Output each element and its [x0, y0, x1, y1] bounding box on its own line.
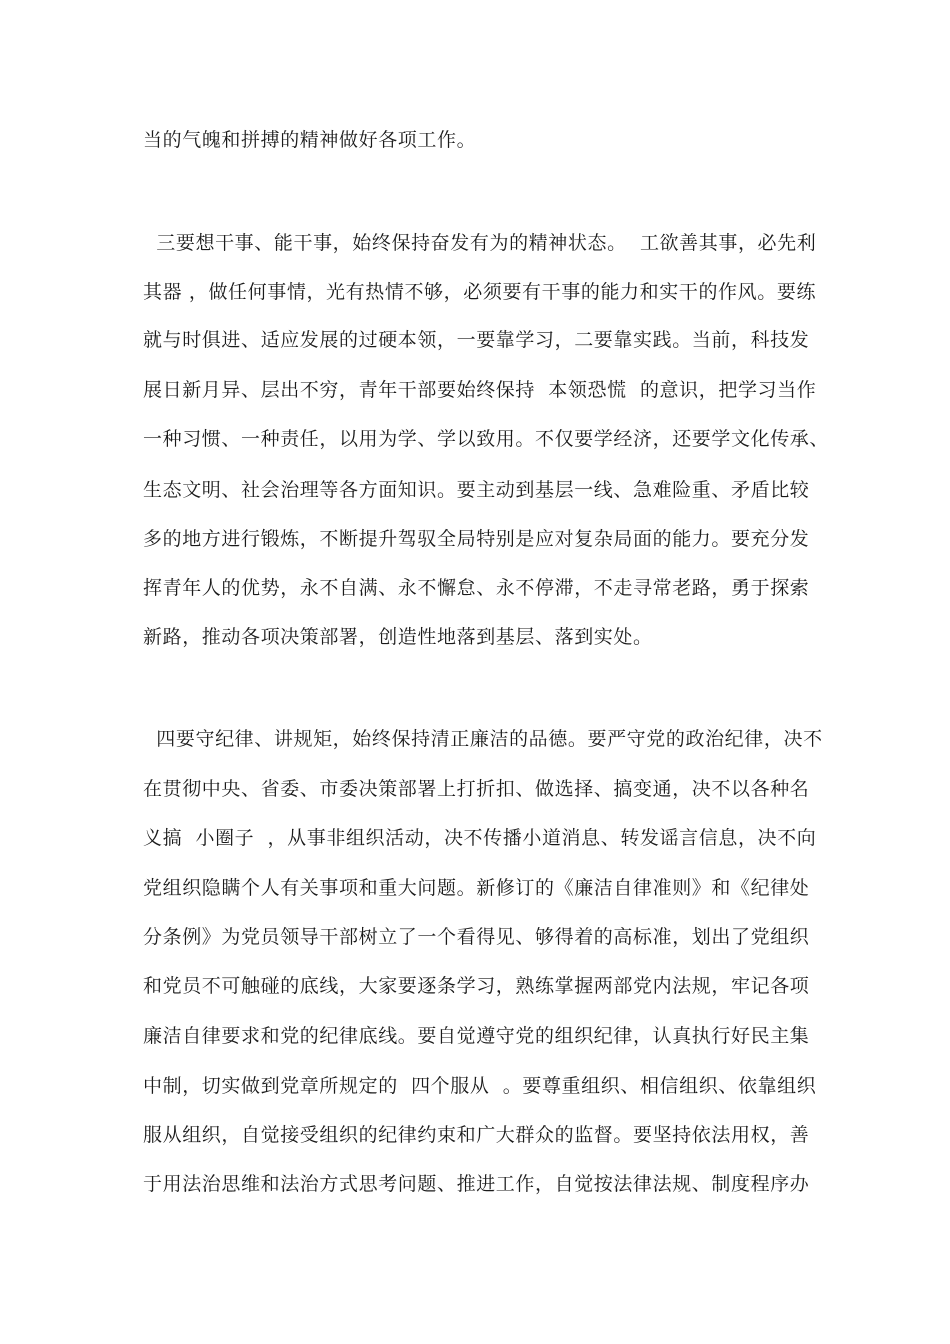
paragraph-2-line-4: 展日新月异、层出不穷，青年干部要始终保持 本领恐慌 的意识，把学习当作 — [143, 379, 817, 401]
paragraph-2-line-7: 多的地方进行锻炼，不断提升驾驭全局特别是应对复杂局面的能力。要充分发 — [143, 528, 810, 550]
paragraph-2-line-9: 新路，推动各项决策部署，创造性地落到基层、落到实处。 — [143, 626, 653, 648]
paragraph-3-line-1: 四要守纪律、讲规矩，始终保持清正廉洁的品德。要严守党的政治纪律，决不 — [143, 728, 823, 750]
paragraph-2-line-2: 其器 ，做任何事情，光有热情不够，必须要有干事的能力和实干的作风。要练 — [143, 281, 817, 303]
paragraph-3-line-9: 服从组织，自觉接受组织的纪律约束和广大群众的监督。要坚持依法用权，善 — [143, 1124, 810, 1146]
paragraph-3-line-5: 分条例》为党员领导干部树立了一个看得见、够得着的高标准，划出了党组织 — [143, 926, 810, 948]
paragraph-1-line-1: 当的气魄和拼搏的精神做好各项工作。 — [143, 129, 477, 151]
paragraph-2-line-5: 一种习惯、一种责任，以用为学、学以致用。不仅要学经济，还要学文化传承、 — [143, 428, 830, 450]
paragraph-2-line-3: 就与时俱进、适应发展的过硬本领，一要靠学习，二要靠实践。当前，科技发 — [143, 329, 810, 351]
paragraph-3-line-4: 党组织隐瞒个人有关事项和重大问题。新修订的《廉洁自律准则》和《纪律处 — [143, 877, 810, 899]
paragraph-3-line-10: 于用法治思维和法治方式思考问题、推进工作，自觉按法律法规、制度程序办 — [143, 1173, 810, 1195]
paragraph-3-line-3: 义搞 小圈子 ，从事非组织活动，决不传播小道消息、转发谣言信息，决不向 — [143, 827, 817, 849]
paragraph-2-line-6: 生态文明、社会治理等各方面知识。要主动到基层一线、急难险重、矛盾比较 — [143, 479, 810, 501]
paragraph-2-line-1: 三要想干事、能干事，始终保持奋发有为的精神状态。 工欲善其事，必先利 — [143, 232, 817, 254]
paragraph-3-line-8: 中制，切实做到党章所规定的 四个服从 。要尊重组织、相信组织、依靠组织 — [143, 1075, 817, 1097]
paragraph-2-line-8: 挥青年人的优势，永不自满、永不懈怠、永不停滞，不走寻常老路，勇于探索 — [143, 577, 810, 599]
paragraph-3-line-2: 在贯彻中央、省委、市委决策部署上打折扣、做选择、搞变通，决不以各种名 — [143, 778, 810, 800]
paragraph-3-line-6: 和党员不可触碰的底线，大家要逐条学习，熟练掌握两部党内法规，牢记各项 — [143, 975, 810, 997]
paragraph-3-line-7: 廉洁自律要求和党的纪律底线。要自觉遵守党的组织纪律，认真执行好民主集 — [143, 1025, 810, 1047]
